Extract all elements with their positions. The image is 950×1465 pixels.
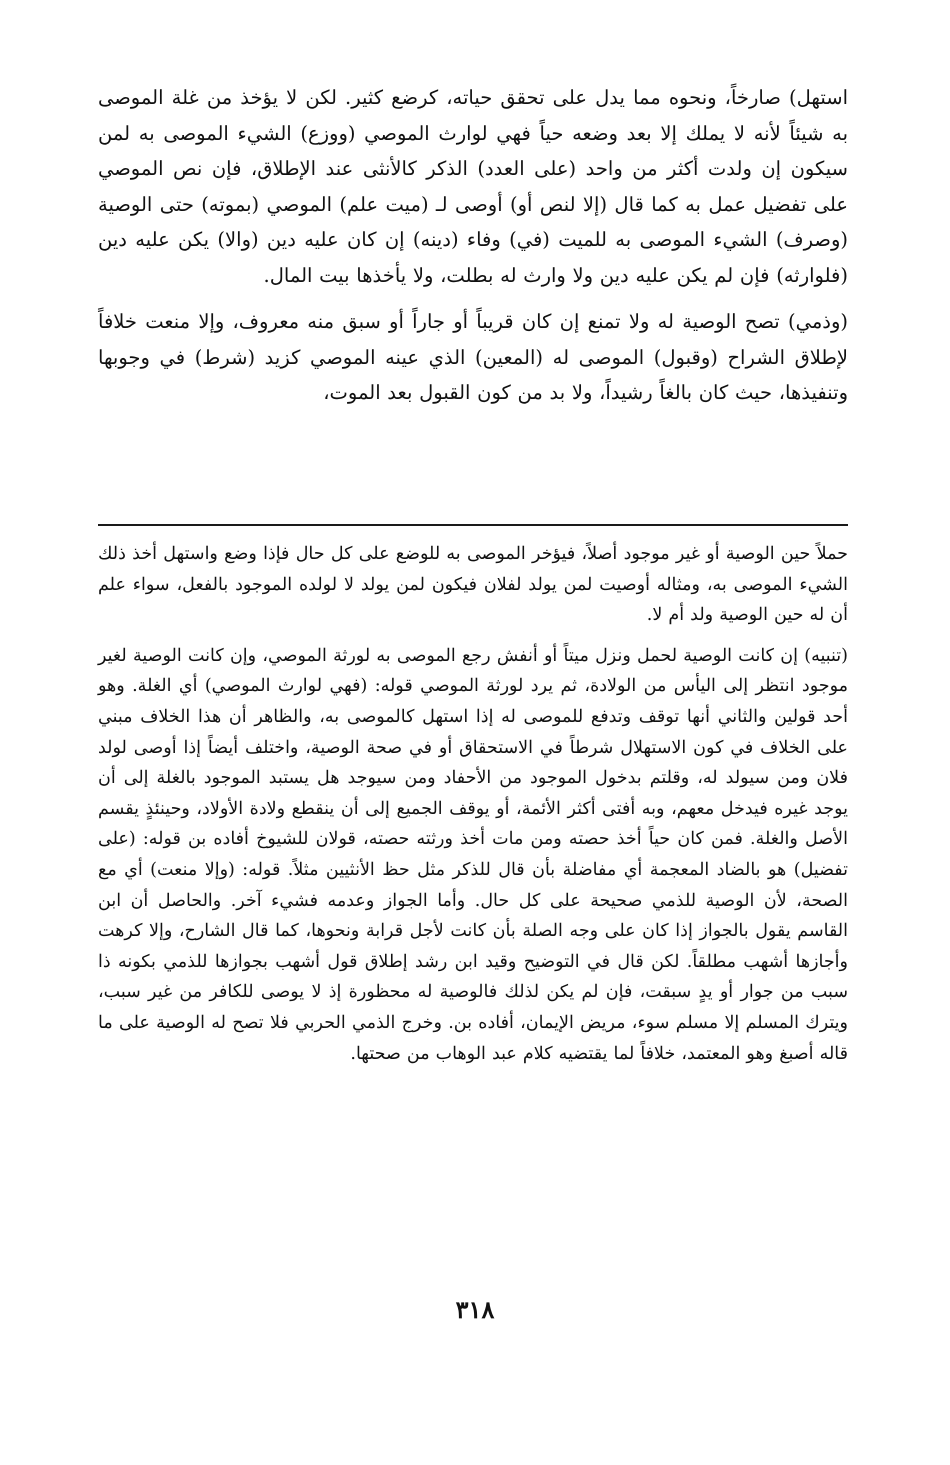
footnote-divider [98,524,848,526]
footnotes-block [98,539,848,1069]
footnote-paragraph: (تنبيه) إن كانت الوصية لحمل ونزل ميتاً أو أنفش رجع الموصى به لورثة الموصي، وإن كانت الوصية لغير موجود انتظر إلى اليأس من الولادة، ثم يرد لورثة الموصي قوله: (فهي لوارث الموصي) أي الغلة. وهو أحد قولين والثاني أنها توقف وتدفع للموصى له إذا استهل كالموصى به، والظاهر أن هذا الخلاف مبني على الخلاف في كون الاستهلال شرطاً في الاستحقاق أو في صحة الوصية، واختلف أيضاً إذا أوصى لولد فلان ومن سيولد له، وقلتم بدخول الموجود من الأحفاد ومن سيوجد هل يستبد الموجود بالغلة إلى أن يوجد غيره فيدخل معهم، وبه أفتى أكثر الأئمة، أو يوقف الجميع إلى أن ينقطع ولادة الأولاد، وحينئذٍ يقسم الأصل والغلة. فمن كان حياً أخذ حصته ومن مات أخذ ورثته حصته، قولان للشيوخ أفاده بن قوله: (على تفضيل) هو بالضاد المعجمة أي مفاضلة بأن قال للذكر مثل حظ الأنثيين مثلاً. قوله: (وإلا منعت) أي مع الصحة، لأن الوصية للذمي صحيحة على كل حال. وأما الجواز وعدمه فشيء آخر. والحاصل أن ابن القاسم يقول بالجواز إذا كان على وجه الصلة بأن كانت لأجل قرابة ونحوها، كما قال الشارح، وإلا كرهت وأجازها أشهب مطلقاً. لكن قال في التوضيح وقيد ابن رشد إطلاق قول أشهب بجوازها للذمي بكونه ذا سبب من جوار أو يدٍ سبقت، فإن لم يكن لذلك فالوصية له محظورة إذ لا يوصى للكافر من غير سبب، ويترك المسلم إلا مسلم سوء، مريض الإيمان، أفاده بن. وخرج الذمي الحربي فلا تصح له الوصية على ما قاله أصبغ وهو المعتمد، خلافاً لما يقتضيه كلام عبد الوهاب من صحتها. [98,645,848,1064]
main-paragraph: (وذمي) تصح الوصية له ولا تمنع إن كان قريباً أو جاراً أو سبق منه معروف، وإلا منعت خلافاً لإطلاق الشراح (وقبول) الموصى له (المعين) الذي عينه الموصي كزيد (شرط) في وجوبها وتنفيذها، حيث كان بالغاً رشيداً، ولا بد من كون القبول بعد الموت، [98,310,848,404]
footnote-paragraph: حملاً حين الوصية أو غير موجود أصلاً، فيؤخر الموصى به للوضع على كل حال فإذا وضع واستهل أخذ ذلك الشيء الموصى به، ومثاله أوصيت لمن يولد لفلان فيكون لمن يولد لا لولده الموجود بالفعل، سواء علم أن له حين الوصية ولد أم لا. [98,544,848,626]
main-text-block [98,80,848,411]
page-number: ٣١٨ [455,1295,495,1324]
main-paragraph: استهل) صارخاً، ونحوه مما يدل على تحقق حياته، كرضع كثير. لكن لا يؤخذ من غلة الموصى به شيئاً لأنه لا يملك إلا بعد وضعه حياً فهي لوارث الموصي (ووزع) الشيء الموصى به لمن سيكون إن ولدت أكثر من واحد (على العدد) الذكر كالأنثى عند الإطلاق، فإن نص الموصي على تفضيل عمل به كما قال (إلا لنص أو) أوصى لـ (ميت علم) الموصي (بموته) حتى الوصية (وصرف) الشيء الموصى به للميت (في) وفاء (دينه) إن كان عليه دين (والا) يكن عليه دين (فلوارثه) فإن لم يكن عليه دين ولا وارث له بطلت، ولا يأخذها بيت المال. [98,86,848,287]
